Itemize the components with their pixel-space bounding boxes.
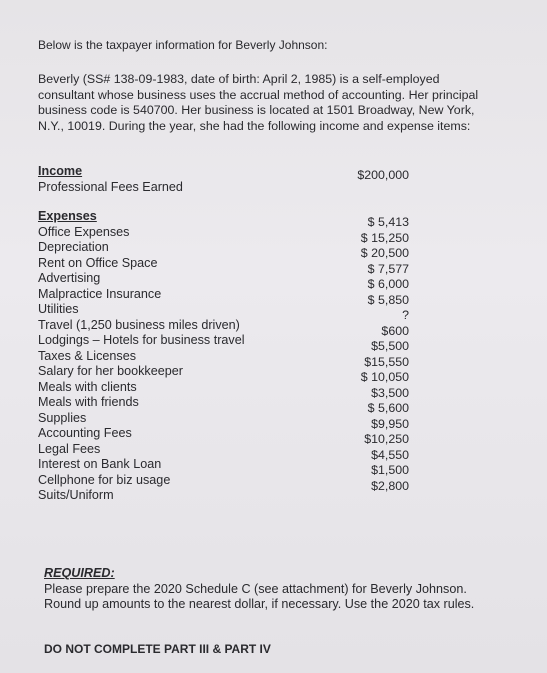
expense-amount: $15,550: [364, 354, 409, 369]
expense-label: Travel (1,250 business miles driven): [38, 317, 240, 332]
expense-amount: ?: [402, 308, 409, 322]
expenses-heading: Expenses: [38, 209, 97, 223]
expense-label: Rent on Office Space: [38, 255, 158, 270]
expense-amount: $ 20,500: [360, 246, 409, 260]
paragraph-line: consultant whose business uses the accrual method of accounting. Her principal: [38, 87, 479, 102]
expense-amount: $ 10,050: [360, 370, 409, 384]
income-amounts: [357, 168, 409, 184]
expense-amount: $600: [381, 323, 409, 338]
expense-amount: $ 6,000: [367, 277, 409, 291]
income-section: [38, 164, 183, 195]
expense-amount: $3,500: [371, 385, 409, 400]
income-heading: Income: [38, 164, 83, 178]
required-title: REQUIRED:: [44, 566, 115, 580]
expense-label: Salary for her bookkeeper: [38, 364, 183, 378]
expense-label: Office Expenses: [38, 224, 130, 239]
taxpayer-description: [38, 72, 518, 134]
expense-amount: $5,500: [371, 339, 409, 353]
expense-label: Meals with clients: [38, 379, 137, 394]
expense-amount: $ 15,250: [360, 230, 409, 245]
required-section: [44, 566, 534, 613]
expense-label: Cellphone for biz usage: [38, 472, 171, 487]
expense-label: Depreciation: [38, 240, 109, 254]
required-line: Round up amounts to the nearest dollar, if necessary. Use the 2020 tax rules.: [44, 597, 475, 611]
expense-label: Interest on Bank Loan: [38, 457, 162, 471]
expense-label: Lodgings – Hotels for business travel: [38, 333, 245, 347]
expense-amount: $ 5,413: [367, 215, 409, 229]
footer-instruction: DO NOT COMPLETE PART III & PART IV: [44, 642, 271, 656]
paragraph-line: N.Y., 10019. During the year, she had the following income and expense items:: [38, 118, 471, 133]
expense-amount: $ 5,850: [367, 292, 409, 307]
expense-label: Supplies: [38, 410, 87, 425]
expense-label: Legal Fees: [38, 441, 101, 456]
expense-label: Advertising: [38, 271, 101, 285]
expense-label: Malpractice Insurance: [38, 286, 162, 301]
expense-amount: $9,950: [371, 416, 409, 431]
expense-amount: $1,500: [371, 463, 409, 477]
expense-amount: $4,550: [371, 447, 409, 462]
expenses-section: [38, 209, 245, 504]
expense-label: Suits/Uniform: [38, 488, 114, 502]
paragraph-line: Beverly (SS# 138-09-1983, date of birth: April 2, 1985) is a self-employed: [38, 72, 440, 86]
expense-amount: $10,250: [364, 432, 409, 446]
income-item-label: Professional Fees Earned: [38, 179, 183, 194]
expense-label: Utilities: [38, 302, 79, 316]
intro-text: Below is the taxpayer information for Beverly Johnson:: [38, 38, 328, 52]
expense-amount: $2,800: [371, 478, 409, 493]
expense-amount: $ 5,600: [367, 401, 409, 415]
expense-amount: $ 7,577: [367, 261, 409, 276]
paragraph-line: business code is 540700. Her business is located at 1501 Broadway, New York,: [38, 103, 475, 117]
income-item-amount: $200,000: [357, 168, 409, 182]
expense-label: Taxes & Licenses: [38, 348, 137, 363]
expense-label: Meals with friends: [38, 395, 139, 409]
expense-label: Accounting Fees: [38, 426, 132, 440]
expense-amounts: [361, 215, 409, 494]
required-line: Please prepare the 2020 Schedule C (see attachment) for Beverly Johnson.: [44, 581, 467, 596]
